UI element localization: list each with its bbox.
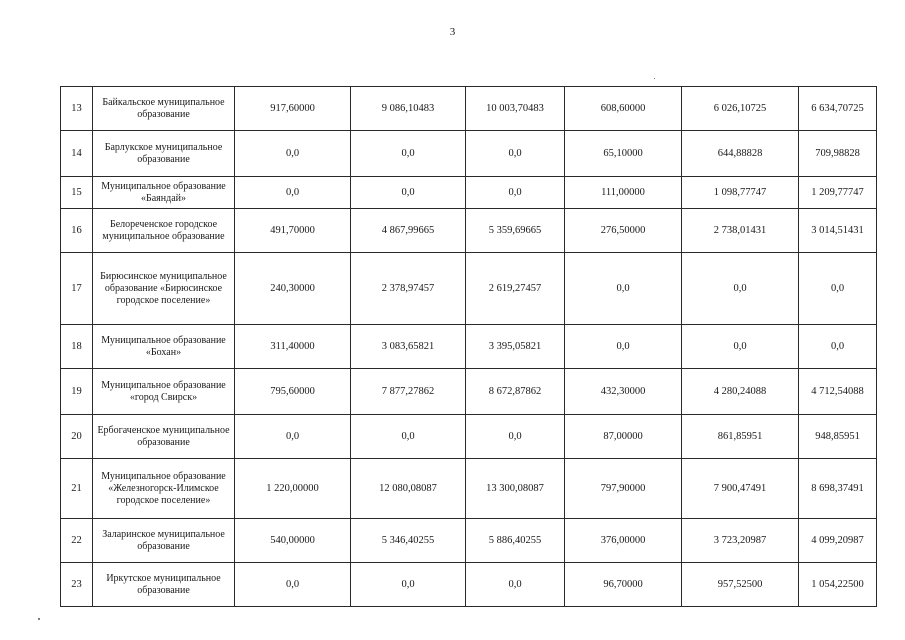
value-cell: 3 014,51431 [799,209,877,253]
value-cell: 311,40000 [235,325,351,369]
value-cell: 491,70000 [235,209,351,253]
value-cell: 4 712,54088 [799,369,877,415]
value-cell: 111,00000 [565,177,682,209]
value-cell: 1 098,77747 [682,177,799,209]
table-row [61,459,877,519]
value-cell: 87,00000 [565,415,682,459]
municipality-name: Муниципальное образование «Баяндай» [93,177,235,209]
row-number: 21 [61,459,93,519]
value-cell: 957,52500 [682,563,799,607]
row-number: 17 [61,253,93,325]
value-cell: 797,90000 [565,459,682,519]
table-row [61,415,877,459]
value-cell: 13 300,08087 [466,459,565,519]
value-cell: 5 886,40255 [466,519,565,563]
value-cell: 376,00000 [565,519,682,563]
value-cell: 861,85951 [682,415,799,459]
value-cell: 948,85951 [799,415,877,459]
value-cell: 0,0 [235,177,351,209]
value-cell: 608,60000 [565,87,682,131]
scan-speck [38,618,40,620]
value-cell: 0,0 [466,131,565,177]
row-number: 18 [61,325,93,369]
value-cell: 0,0 [235,563,351,607]
table-row [61,253,877,325]
value-cell: 8 672,87862 [466,369,565,415]
row-number: 23 [61,563,93,607]
value-cell: 0,0 [466,415,565,459]
value-cell: 0,0 [466,177,565,209]
municipality-name: Ербогаченское муниципальное образование [93,415,235,459]
value-cell: 1 209,77747 [799,177,877,209]
table-row [61,177,877,209]
value-cell: 96,70000 [565,563,682,607]
value-cell: 432,30000 [565,369,682,415]
value-cell: 709,98828 [799,131,877,177]
municipality-name: Байкальское муниципальное образование [93,87,235,131]
row-number: 14 [61,131,93,177]
value-cell: 5 359,69665 [466,209,565,253]
table-body [61,87,877,607]
value-cell: 644,88828 [682,131,799,177]
scan-speck [654,78,655,79]
value-cell: 0,0 [682,325,799,369]
table-row [61,325,877,369]
value-cell: 276,50000 [565,209,682,253]
table-row [61,131,877,177]
row-number: 20 [61,415,93,459]
row-number: 15 [61,177,93,209]
table-row [61,87,877,131]
table-row [61,369,877,415]
value-cell: 0,0 [351,177,466,209]
value-cell: 7 900,47491 [682,459,799,519]
municipality-name: Иркутское муниципальное образование [93,563,235,607]
value-cell: 2 619,27457 [466,253,565,325]
municipality-name: Муниципальное образование «Бохан» [93,325,235,369]
municipality-name: Заларинское муниципальное образование [93,519,235,563]
municipality-name: Бирюсинское муниципальное образование «Бирюсинское городское поселение» [93,253,235,325]
value-cell: 0,0 [466,563,565,607]
municipality-name: Белореченское городское муниципальное образование [93,209,235,253]
value-cell: 7 877,27862 [351,369,466,415]
row-number: 19 [61,369,93,415]
table-row [61,209,877,253]
value-cell: 12 080,08087 [351,459,466,519]
value-cell: 1 220,00000 [235,459,351,519]
page-number: 3 [449,26,456,38]
row-number: 16 [61,209,93,253]
value-cell: 4 867,99665 [351,209,466,253]
municipality-name: Муниципальное образование «Железногорск-Илимское городское поселение» [93,459,235,519]
value-cell: 540,00000 [235,519,351,563]
value-cell: 0,0 [235,131,351,177]
value-cell: 9 086,10483 [351,87,466,131]
value-cell: 3 395,05821 [466,325,565,369]
value-cell: 0,0 [351,563,466,607]
value-cell: 2 378,97457 [351,253,466,325]
value-cell: 240,30000 [235,253,351,325]
value-cell: 1 054,22500 [799,563,877,607]
value-cell: 0,0 [351,131,466,177]
value-cell: 0,0 [799,325,877,369]
municipality-name: Муниципальное образование «город Свирск» [93,369,235,415]
value-cell: 3 083,65821 [351,325,466,369]
value-cell: 6 026,10725 [682,87,799,131]
row-number: 22 [61,519,93,563]
value-cell: 2 738,01431 [682,209,799,253]
value-cell: 4 099,20987 [799,519,877,563]
value-cell: 795,60000 [235,369,351,415]
value-cell: 3 723,20987 [682,519,799,563]
value-cell: 6 634,70725 [799,87,877,131]
value-cell: 5 346,40255 [351,519,466,563]
value-cell: 0,0 [235,415,351,459]
value-cell: 8 698,37491 [799,459,877,519]
value-cell: 10 003,70483 [466,87,565,131]
value-cell: 0,0 [799,253,877,325]
budget-table [60,86,877,607]
value-cell: 0,0 [565,325,682,369]
table-row [61,563,877,607]
value-cell: 0,0 [351,415,466,459]
value-cell: 4 280,24088 [682,369,799,415]
table-row [61,519,877,563]
value-cell: 0,0 [565,253,682,325]
value-cell: 917,60000 [235,87,351,131]
value-cell: 0,0 [682,253,799,325]
municipality-name: Барлукское муниципальное образование [93,131,235,177]
value-cell: 65,10000 [565,131,682,177]
row-number: 13 [61,87,93,131]
